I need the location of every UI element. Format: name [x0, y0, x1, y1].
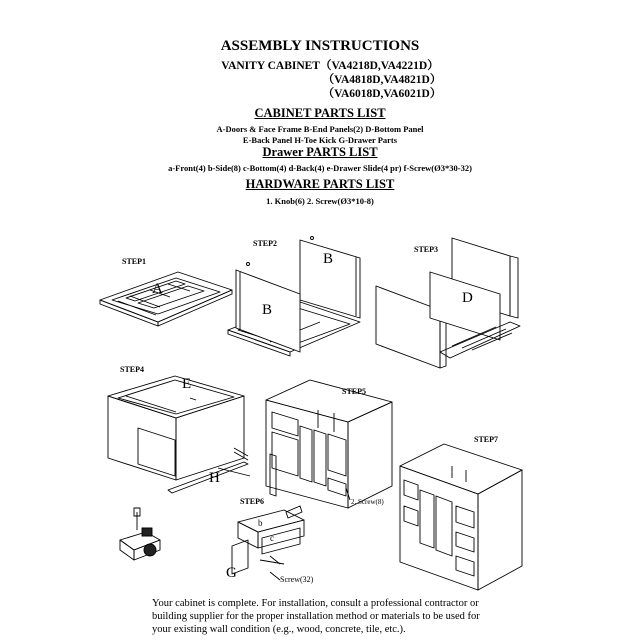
- hardware-parts-heading: HARDWARE PARTS LIST: [245, 177, 395, 191]
- part-e-label: E: [182, 376, 192, 392]
- step1-label: STEP1: [122, 257, 147, 266]
- screw32-label: Screw(32): [280, 575, 314, 584]
- step4-label: STEP4: [120, 365, 145, 374]
- part-d-label: D: [462, 290, 473, 306]
- step5-illustration: [266, 380, 392, 508]
- step3-illustration: [376, 238, 520, 368]
- model-line-2: （VA4818D,VA4821D）: [322, 74, 442, 86]
- step4-illustration: [108, 376, 250, 493]
- step2-illustration: [228, 237, 360, 357]
- cabinet-parts-line-2: E-Back Panel H-Toe Kick G-Drawer Parts: [242, 135, 398, 145]
- model-line-3: （VA6018D,VA6021D）: [322, 88, 442, 100]
- part-h-label: H: [209, 470, 220, 486]
- step7-label: STEP7: [474, 435, 499, 444]
- model-line-1: VANITY CABINET（VA4218D,VA4221D）: [221, 60, 439, 72]
- completion-note: [152, 597, 480, 636]
- drawer-parts-heading: Drawer PARTS LIST: [262, 145, 378, 159]
- completion-note-line-1: Your cabinet is complete. For installation, consult a professional contractor or: [152, 598, 479, 609]
- part-b-top-label: B: [323, 251, 334, 267]
- step3-label: STEP3: [414, 245, 439, 254]
- step1-illustration: [100, 272, 232, 326]
- part-small-b-label: b: [258, 518, 263, 528]
- completion-note-line-2: building supplier for the proper installation method or materials to be used for: [152, 611, 480, 622]
- part-a-label: A: [152, 281, 163, 297]
- screw8-label: 2. Screw(8): [351, 498, 384, 506]
- drawer-parts-line-1: a-Front(4) b-Side(8) c-Bottom(4) d-Back(4) e-Drawer Slide(4 pr) f-Screw(Ø3*30-32): [168, 163, 472, 173]
- step6-label: STEP6: [240, 497, 265, 506]
- cabinet-parts-line-1: A-Doors & Face Frame B-End Panels(2) D-Bottom Panel: [216, 124, 424, 134]
- step6-illustration: [232, 506, 304, 574]
- step2-label: STEP2: [253, 239, 278, 248]
- cabinet-parts-heading: CABINET PARTS LIST: [254, 106, 386, 120]
- hardware-parts-line-1: 1. Knob(6) 2. Screw(Ø3*10-8): [266, 196, 374, 206]
- step7-illustration: [400, 444, 522, 590]
- hardware-illustration: [120, 508, 160, 560]
- part-b-front-label: B: [262, 302, 273, 318]
- completion-note-line-3: your existing wall condition (e.g., wood, concrete, tile, etc.).: [152, 624, 406, 635]
- part-small-c-label: c: [270, 533, 274, 543]
- step5-label: STEP5: [342, 387, 367, 396]
- document-title: ASSEMBLY INSTRUCTIONS: [220, 38, 420, 54]
- part-g-label: G: [226, 565, 237, 581]
